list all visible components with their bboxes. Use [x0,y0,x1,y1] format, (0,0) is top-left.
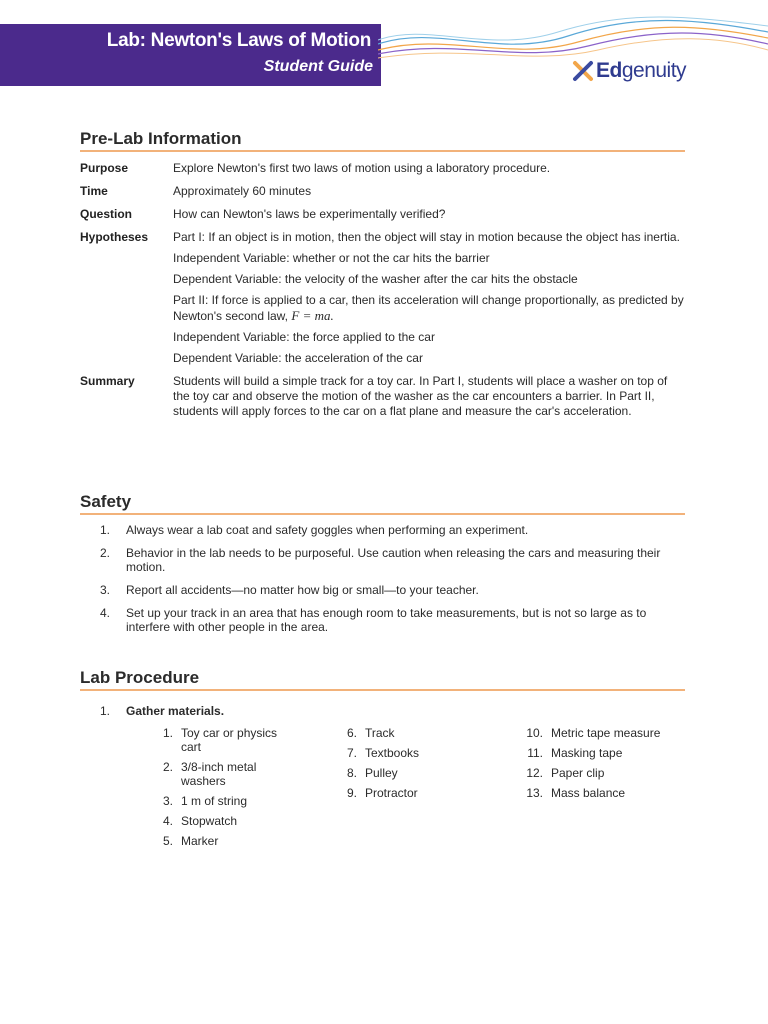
question-label: Question [80,207,133,221]
list-item: 2. Behavior in the lab needs to be purposeful. Use caution when releasing the cars and measuring their motion. [100,546,661,574]
list-item: 3. 1 m of string [162,794,248,808]
prelab-heading: Pre-Lab Information [80,129,242,148]
independent-variable-2: Independent Variable: the force applied to the car [173,330,435,344]
time-label: Time [80,184,108,198]
time-value: Approximately 60 minutes [173,184,312,198]
list-item: 2. 3/8-inch metal washers [162,760,257,788]
list-item: 7. Textbooks [346,746,420,760]
document-subtitle: Student Guide [263,58,373,75]
hypothesis-part2: Part II: If force is applied to a car, then its acceleration will change proportionally, as predicted by Newton's second law, F = ma. [173,293,684,323]
purpose-value: Explore Newton's first two laws of motion using a laboratory procedure. [173,161,551,175]
logo-text: Edgenuity [596,59,687,82]
list-item: 1. Always wear a lab coat and safety goggles when performing an experiment. [100,523,529,537]
section-divider [80,689,685,691]
safety-list [100,523,685,643]
list-item: 13. Mass balance [526,786,626,800]
question-value: How can Newton's laws be experimentally verified? [173,207,446,221]
edgenuity-logo [572,58,686,84]
section-divider [80,513,685,515]
dependent-variable-2: Dependent Variable: the acceleration of the car [173,351,423,365]
procedure-list [100,704,685,727]
second-law-formula: F = ma. [291,308,334,323]
list-item: 4. Set up your track in an area that has enough room to take measurements, but is not so large as to interfere with other people in the area. [100,606,647,634]
summary-label: Summary [80,374,135,388]
list-item: 9. Protractor [346,786,418,800]
procedure-heading: Lab Procedure [80,668,200,687]
edgenuity-x-icon [572,60,594,82]
dependent-variable-1: Dependent Variable: the velocity of the washer after the car hits the obstacle [173,272,578,286]
summary-value: Students will build a simple track for a toy car. In Part I, students will place a washer on top of the toy car and observe the motion of the washer as the car encounters a barrier. In Part II, students will apply forces to the car on a flat plane and measure the car's acceleration. [173,374,668,418]
materials-column-3 [520,726,690,806]
title-banner [0,24,381,86]
document-title: Lab: Newton's Laws of Motion [106,30,371,51]
purpose-row [80,161,685,176]
list-item: 4. Stopwatch [162,814,238,828]
list-item: 11. Masking tape [527,746,623,760]
summary-row [80,374,685,419]
list-item: 6. Track [346,726,395,740]
materials-column-2 [334,726,494,806]
hypothesis-part1: Part I: If an object is in motion, then the object will stay in motion because the object has inertia. [173,230,680,244]
list-item: 8. Pulley [346,766,398,780]
time-row [80,184,685,199]
hypotheses-row [80,230,685,366]
hypotheses-value [173,230,685,366]
prelab-info [80,161,685,427]
list-item: 3. Report all accidents—no matter how big or small—to your teacher. [100,583,479,597]
decorative-waves [378,14,768,64]
section-divider [80,150,685,152]
safety-heading: Safety [80,492,132,511]
materials-column-1 [150,726,310,854]
list-item: 12. Paper clip [526,766,605,780]
procedure-step: 1. Gather materials. [100,704,225,718]
independent-variable-1: Independent Variable: whether or not the car hits the barrier [173,251,490,265]
question-row [80,207,685,222]
list-item: 5. Marker [162,834,219,848]
list-item: 1. Toy car or physics cart [162,726,278,754]
hypotheses-label: Hypotheses [80,230,149,244]
list-item: 10. Metric tape measure [526,726,661,740]
purpose-label: Purpose [80,161,129,175]
